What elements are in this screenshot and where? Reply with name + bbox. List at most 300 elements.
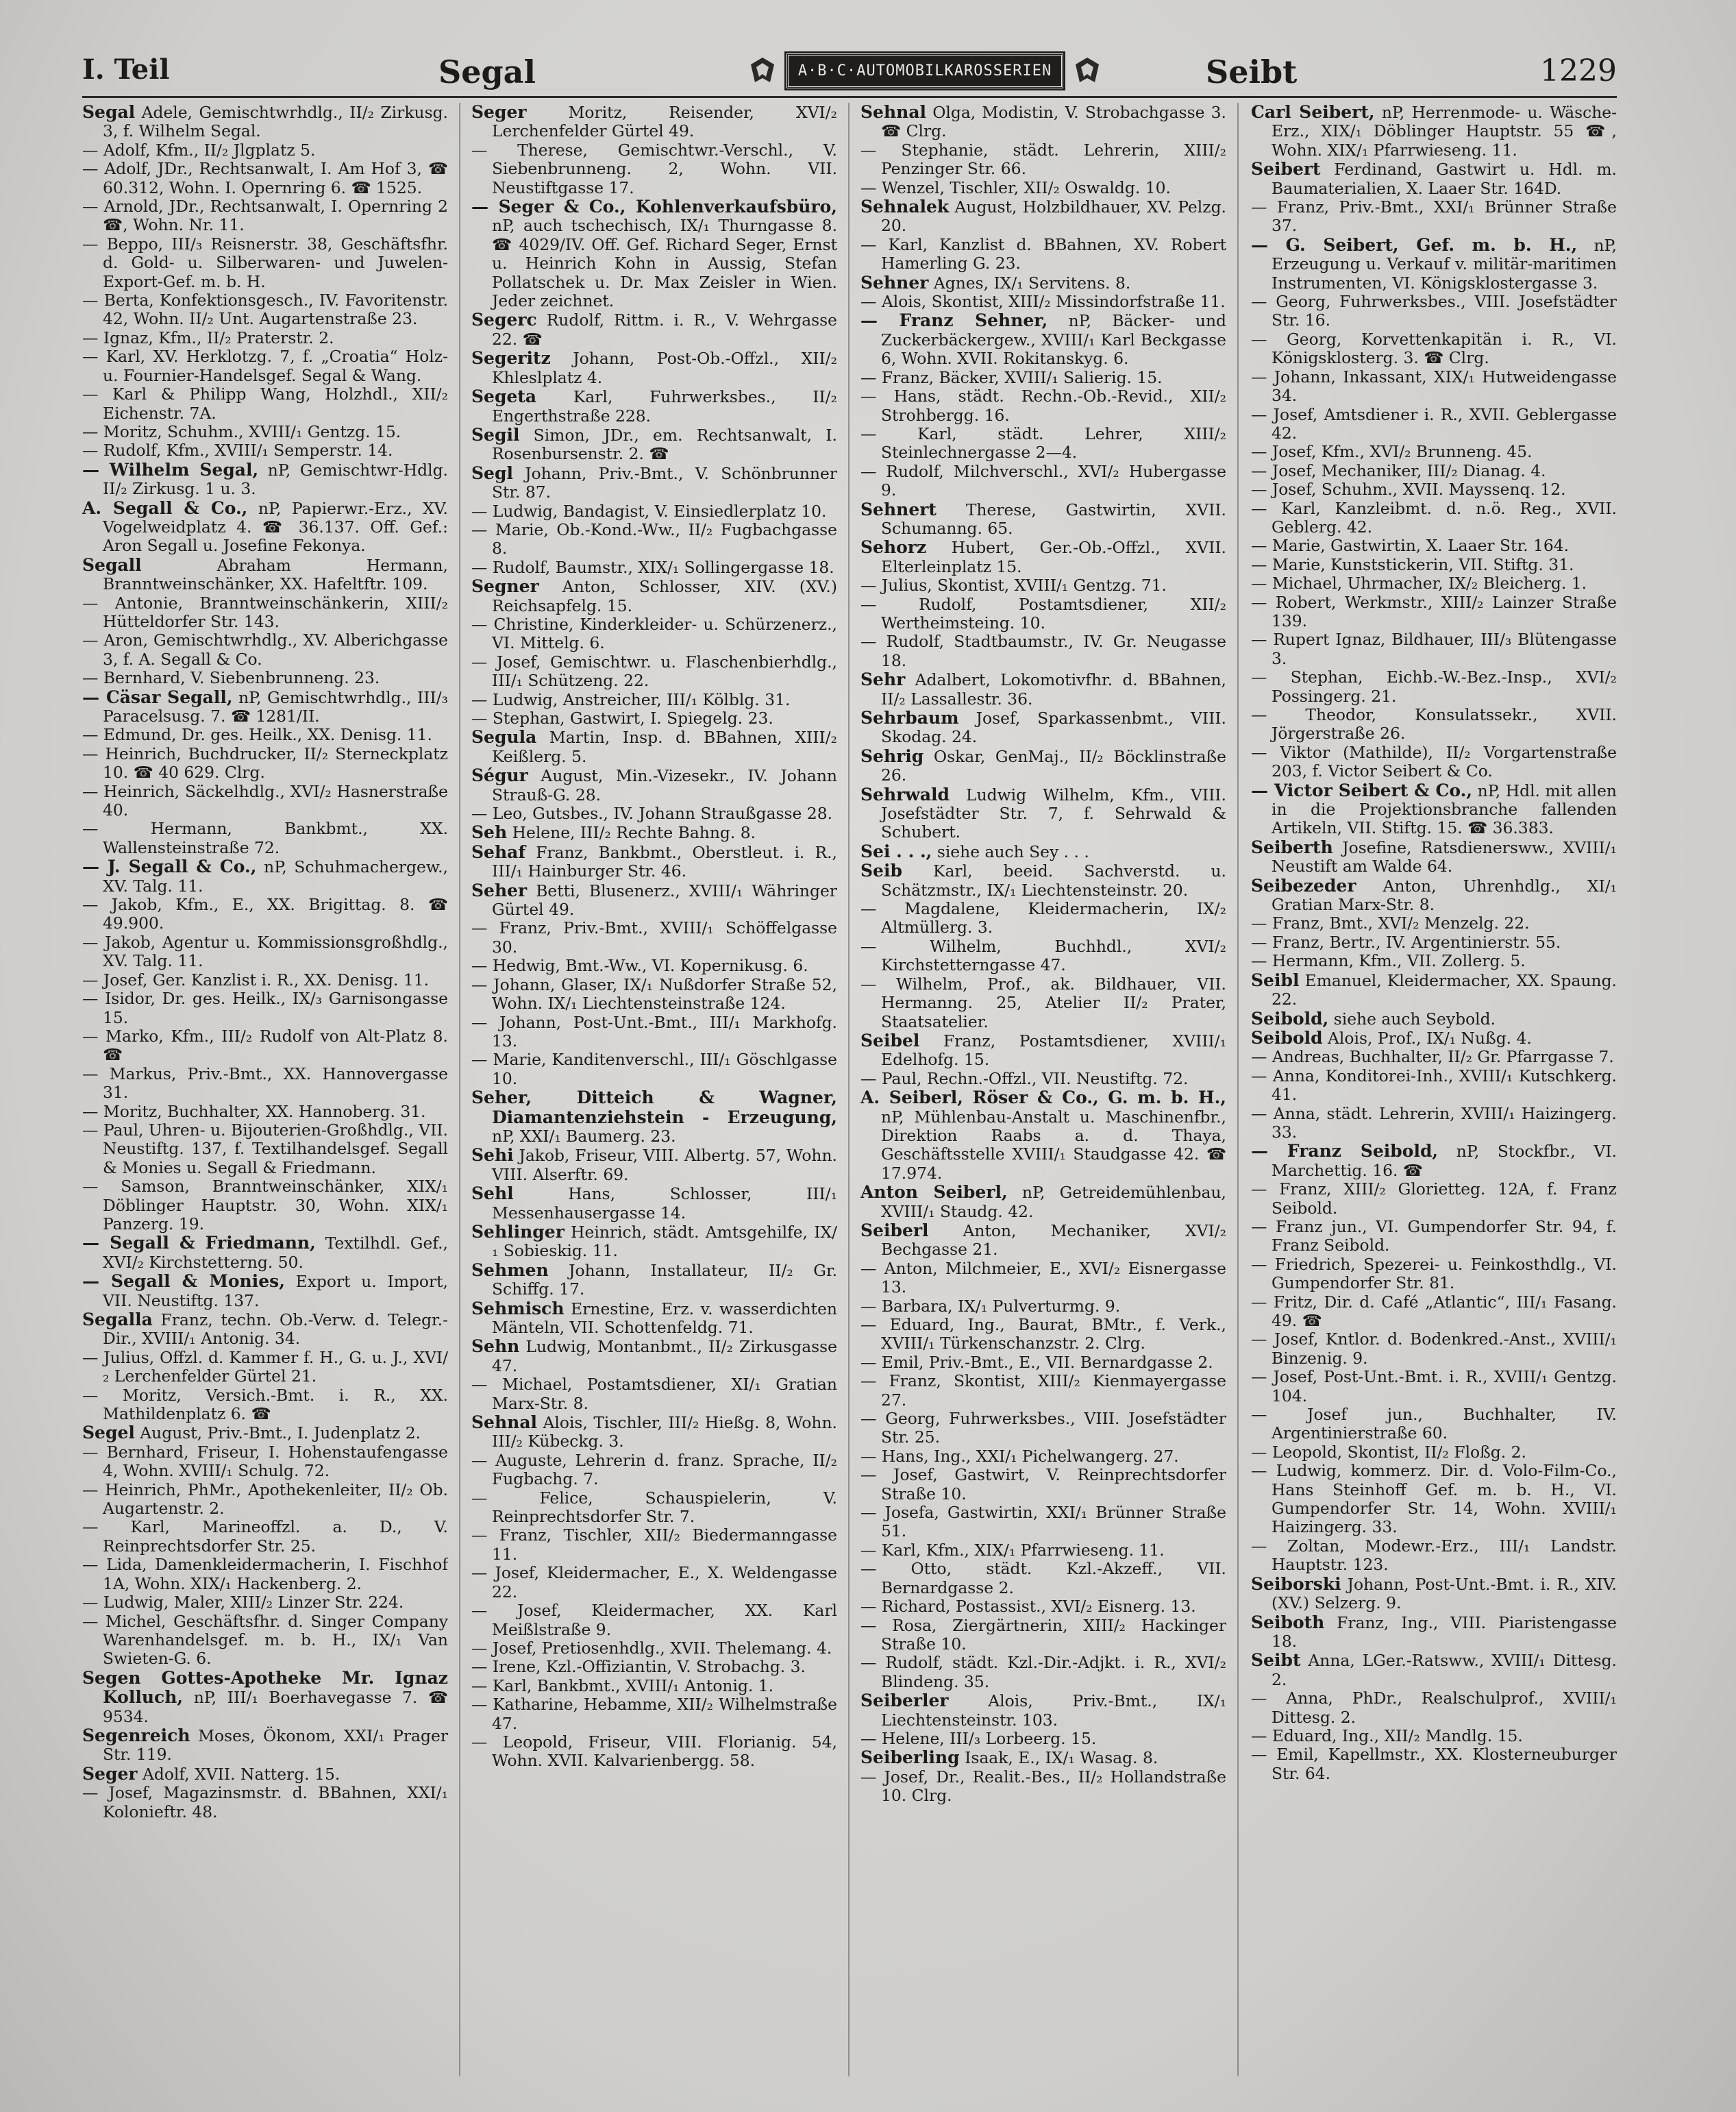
directory-entry bbox=[1251, 933, 1617, 952]
entry-name: Carl Seibert, bbox=[1251, 103, 1375, 122]
directory-entry bbox=[82, 1103, 448, 1121]
directory-entry bbox=[1251, 556, 1617, 574]
directory-entry bbox=[471, 558, 837, 577]
page-number: 1229 bbox=[1540, 53, 1617, 88]
directory-entry bbox=[1251, 1218, 1617, 1255]
entry-details: Anna, LGer.-Ratsww., XVIII/₁ Dittesg. 2. bbox=[1272, 1651, 1617, 1689]
directory-entry bbox=[82, 291, 448, 329]
directory-entry bbox=[1251, 1067, 1617, 1105]
entry-details: — Anton, Milchmeier, E., XVI/₂ Eisnergasse 13. bbox=[860, 1258, 1226, 1297]
directory-entry bbox=[471, 1526, 837, 1564]
entry-details: — Bernhard, Friseur, I. Hohenstaufengasse 4, Wohn. XVIII/₁ Schulg. 72. bbox=[82, 1442, 448, 1481]
directory-entry bbox=[1251, 781, 1617, 838]
entry-details: nP, Papierwr.-Erz., XV. Vogelweidplatz 4. ☎ 36.137. Off. Gef.: Aron Segall u. Josefine Fekonya. bbox=[103, 498, 448, 556]
entry-name: — Victor Seibert & Co., bbox=[1251, 780, 1473, 800]
header-rule bbox=[82, 96, 1617, 98]
directory-entry bbox=[471, 310, 837, 349]
entry-details: — Franz, Bäcker, XVIII/₁ Salierig. 15. bbox=[860, 367, 1163, 387]
entry-details: — Heinrich, Buchdrucker, II/₂ Sterneckplatz 10. ☎ 40 629. Clrg. bbox=[82, 744, 448, 783]
entry-details: — Anna, Konditorei-Inh., XVIII/₁ Kutschkerg. 41. bbox=[1251, 1066, 1617, 1105]
entry-details: — Hans, Ing., XXI/₁ Pichelwangerg. 27. bbox=[860, 1446, 1179, 1466]
entry-details: — Richard, Postassist., XVI/₂ Eisnerg. 13. bbox=[860, 1597, 1196, 1617]
directory-entry bbox=[82, 1272, 448, 1310]
directory-entry bbox=[471, 1413, 837, 1451]
directory-entry bbox=[82, 441, 448, 460]
directory-entry bbox=[860, 709, 1226, 747]
directory-entry bbox=[471, 1601, 837, 1639]
directory-entry bbox=[1251, 406, 1617, 443]
entry-details: — Bernhard, V. Siebenbrunneng. 23. bbox=[82, 668, 380, 688]
directory-entry bbox=[471, 387, 837, 426]
directory-entry bbox=[82, 423, 448, 441]
directory-entry bbox=[471, 426, 837, 464]
directory-entry bbox=[471, 103, 837, 141]
entry-name: Sehr bbox=[860, 670, 906, 690]
directory-entry bbox=[82, 1386, 448, 1424]
page-header bbox=[82, 53, 1617, 95]
entry-details: Anton, Mechaniker, XVI/₂ Bechgasse 21. bbox=[881, 1220, 1226, 1260]
entry-details: — Markus, Priv.-Bmt., XX. Hannovergasse 31. bbox=[82, 1064, 448, 1103]
entry-details: — Rudolf, Milchverschl., XVI/₂ Hubergasse 9. bbox=[860, 461, 1226, 500]
entry-name: Segall bbox=[82, 554, 142, 575]
entry-details: — Rupert Ignaz, Bildhauer, III/₃ Blütengasse 3. bbox=[1251, 630, 1617, 668]
entry-details: — Emil, Kapellmstr., XX. Klosterneuburger Str. 64. bbox=[1251, 1745, 1617, 1783]
entry-details: — Georg, Fuhrwerksbes., VIII. Josefstädter Str. 16. bbox=[1251, 292, 1617, 330]
entry-details: Martin, Insp. d. BBahnen, XIII/₂ Keißlerg. 5. bbox=[492, 728, 837, 766]
directory-entry bbox=[82, 329, 448, 347]
part-label: I. Teil bbox=[82, 53, 170, 86]
directory-entry bbox=[860, 900, 1226, 937]
entry-details: — Arnold, JDr., Rechtsanwalt, I. Opernring 2 ☎, Wohn. Nr. 11. bbox=[82, 197, 448, 235]
entry-details: — Robert, Werkmstr., XIII/₂ Lainzer Straße 139. bbox=[1251, 592, 1617, 630]
entry-name: Sehmisch bbox=[471, 1298, 565, 1318]
directory-entry bbox=[1251, 1009, 1617, 1029]
crest-emblem-right bbox=[1071, 55, 1103, 86]
entry-details: nP, auch tschechisch, IX/₁ Thurngasse 8. ☎ 4029/IV. Off. Gef. Richard Seger, Ernst u. Heinrich Kohn in Aussig, Stefan Pollatschek u. Dr. Max Zeisler in Wien. Jeder zeichnet. bbox=[492, 216, 837, 311]
entry-details: — Theodor, Konsulatssekr., XVII. Jörgerstraße 26. bbox=[1251, 705, 1617, 744]
entry-details: — Barbara, IX/₁ Pulverturmg. 9. bbox=[860, 1296, 1121, 1316]
entry-details: — Adolf, JDr., Rechtsanwalt, I. Am Hof 3, ☎ 60.312, Wohn. I. Opernring 6. ☎ 1525. bbox=[82, 159, 448, 197]
directory-entry bbox=[860, 179, 1226, 197]
entry-details: siehe auch Sey . . . bbox=[932, 842, 1089, 861]
directory-entry bbox=[860, 1316, 1226, 1353]
directory-entry bbox=[471, 709, 837, 728]
column-divider bbox=[848, 103, 850, 2076]
directory-entry bbox=[1251, 1462, 1617, 1537]
entry-name: Segerc bbox=[471, 310, 537, 330]
entry-details: nP, Herrenmode- u. Wäsche-Erz., XIX/₁ Döblinger Hauptstr. 55 ☎, Wohn. XIX/₁ Pfarrwieseng. 11. bbox=[1272, 103, 1617, 160]
directory-entry bbox=[1251, 443, 1617, 461]
directory-entry bbox=[471, 141, 837, 197]
entry-name: Sehnert bbox=[860, 499, 937, 519]
entry-details: Ernestine, Erz. v. wasserdichten Mänteln, VII. Schottenfeldg. 71. bbox=[492, 1299, 837, 1337]
entry-details: Franz, Bankbmt., Oberstleut. i. R., III/₁ Hainburger Str. 46. bbox=[492, 842, 837, 881]
directory-entry bbox=[82, 1784, 448, 1821]
directory-entry bbox=[471, 1261, 837, 1299]
entry-name: Segeta bbox=[471, 386, 537, 407]
entry-details: Alois, Priv.-Bmt., IX/₁ Liechtensteinstr. 103. bbox=[881, 1691, 1226, 1730]
directory-entry bbox=[471, 766, 837, 805]
entry-details: — Irene, Kzl.-Offiziantin, V. Strobachg. 3. bbox=[471, 1657, 806, 1677]
entry-name: Sehrbaum bbox=[860, 708, 959, 728]
entry-details: Rudolf, Rittm. i. R., V. Wehrgasse 22. ☎ bbox=[492, 310, 837, 349]
entry-details: — Hans, städt. Rechn.-Ob.-Revid., XII/₂ Strohbergg. 16. bbox=[860, 386, 1226, 425]
column-4 bbox=[1251, 103, 1617, 2090]
entry-name: Seibezeder bbox=[1251, 875, 1356, 896]
entry-details: Helene, III/₂ Rechte Bahng. 8. bbox=[507, 823, 756, 843]
entry-details: — Josef, Kfm., XVI/₂ Brunneng. 45. bbox=[1251, 442, 1533, 462]
directory-entry bbox=[82, 631, 448, 669]
entry-details: — Samson, Branntweinschänker, XIX/₁ Döblinger Hauptstr. 30, Wohn. XIX/₁ Panzerg. 19. bbox=[82, 1177, 448, 1233]
directory-entry bbox=[860, 141, 1226, 179]
entry-details: — Karl, Kfm., XIX/₁ Pfarrwieseng. 11. bbox=[860, 1540, 1165, 1560]
directory-entry bbox=[1251, 480, 1617, 499]
directory-entry bbox=[1251, 462, 1617, 480]
directory-entry bbox=[860, 1560, 1226, 1597]
entry-details: — Fritz, Dir. d. Café „Atlantic“, III/₁ Fasang. 49. ☎ bbox=[1251, 1292, 1617, 1330]
directory-entry bbox=[1251, 1405, 1617, 1443]
entry-details: — Aron, Gemischtwrhdlg., XV. Alberichgasse 3, f. A. Segall & Co. bbox=[82, 630, 448, 669]
entry-details: — Ludwig, Maler, XIII/₂ Linzer Str. 224. bbox=[82, 1593, 404, 1612]
directory-entry bbox=[82, 1443, 448, 1481]
entry-details: — Rosa, Ziergärtnerin, XIII/₂ Hackinger Straße 10. bbox=[860, 1615, 1226, 1654]
directory-entry bbox=[1251, 1029, 1617, 1048]
directory-entry bbox=[1251, 1142, 1617, 1180]
entry-details: Alois, Tischler, III/₂ Hießg. 8, Wohn. III/₂ Kübeckg. 3. bbox=[492, 1413, 837, 1451]
directory-entry bbox=[471, 1014, 837, 1051]
entry-name: — Segall & Monies, bbox=[82, 1271, 285, 1292]
directory-entry bbox=[860, 1353, 1226, 1372]
directory-entry bbox=[860, 1503, 1226, 1541]
entry-details: — Antonie, Branntweinschänkerin, XIII/₂ Hütteldorfer Str. 143. bbox=[82, 593, 448, 631]
directory-entry bbox=[860, 369, 1226, 387]
entry-details: — Ignaz, Kfm., II/₂ Praterstr. 2. bbox=[82, 328, 334, 347]
directory-entry bbox=[1251, 593, 1617, 631]
entry-details: — Marie, Gastwirtin, X. Laaer Str. 164. bbox=[1251, 536, 1570, 556]
directory-entry bbox=[82, 1612, 448, 1669]
directory-entry bbox=[1251, 1180, 1617, 1218]
entry-details: Karl, beeid. Sachverstd. u. Schätzmstr., IX/₁ Liechtensteinstr. 20. bbox=[881, 861, 1226, 900]
entry-details: nP, Gemischtwrhdlg., III/₃ Paracelsusg. 7. ☎ 1281/II. bbox=[103, 687, 448, 726]
column-2 bbox=[471, 103, 837, 2090]
directory-entry bbox=[860, 1730, 1226, 1748]
directory-entry bbox=[471, 1184, 837, 1223]
directory-entry bbox=[471, 521, 837, 558]
directory-entry bbox=[82, 971, 448, 990]
directory-entry bbox=[860, 1297, 1226, 1316]
entry-details: — Johann, Inkassant, XIX/₁ Hutweidengasse 34. bbox=[1251, 367, 1617, 406]
entry-details: — Moritz, Buchhalter, XX. Hannoberg. 31. bbox=[82, 1101, 426, 1121]
entry-details: — Karl, städt. Lehrer, XIII/₂ Steinlechnergasse 2—4. bbox=[860, 423, 1226, 463]
directory-entry bbox=[860, 1748, 1226, 1767]
directory-entry bbox=[860, 1183, 1226, 1221]
entry-details: — Franz, Tischler, XII/₂ Biedermanngasse 11. bbox=[471, 1525, 837, 1564]
first-headword: Segal bbox=[438, 53, 536, 90]
entry-details: — Edmund, Dr. ges. Heilk., XX. Denisg. 11. bbox=[82, 725, 432, 745]
directory-entry bbox=[82, 1423, 448, 1442]
entry-details: — Josef, Kleidermacher, E., X. Weldengasse 22. bbox=[471, 1563, 837, 1601]
entry-details: — Viktor (Mathilde), II/₂ Vorgartenstraße 203, f. Victor Seibert & Co. bbox=[1251, 742, 1617, 781]
entry-details: — Josef, Ger. Kanzlist i. R., XX. Denisg. 11. bbox=[82, 970, 430, 990]
directory-entry bbox=[471, 349, 837, 387]
entry-name: Seher bbox=[471, 880, 528, 900]
directory-entry bbox=[471, 1146, 837, 1184]
entry-name: Anton Seiberl, bbox=[860, 1182, 1008, 1203]
entry-details: — Wenzel, Tischler, XII/₂ Oswaldg. 10. bbox=[860, 177, 1171, 197]
directory-entry bbox=[860, 425, 1226, 463]
entry-details: — Georg, Fuhrwerksbes., VIII. Josefstädter Str. 25. bbox=[860, 1409, 1226, 1447]
entry-details: Johann, Post-Unt.-Bmt. i. R., XIV. (XV.) Selzerg. 9. bbox=[1272, 1574, 1617, 1613]
entry-details: Franz, Postamtsdiener, XVIII/₁ Edelhofg. 15. bbox=[881, 1031, 1226, 1070]
directory-entry bbox=[860, 1070, 1226, 1088]
entry-details: — Rudolf, Postamtsdiener, XII/₂ Wertheimsteing. 10. bbox=[860, 594, 1226, 633]
directory-entry bbox=[82, 197, 448, 235]
entry-name: Seibl bbox=[1251, 970, 1300, 990]
directory-entry bbox=[82, 141, 448, 160]
entry-name: Seiberth bbox=[1251, 837, 1333, 857]
directory-entry bbox=[82, 688, 448, 726]
entry-details: Anton, Schlosser, XIV. (XV.) Reichsapfelg. 15. bbox=[492, 577, 837, 615]
directory-entry bbox=[471, 1088, 837, 1146]
entry-details: Simon, JDr., em. Rechtsanwalt, I. Rosenbursenstr. 2. ☎ bbox=[492, 425, 837, 464]
directory-entry bbox=[82, 1233, 448, 1272]
directory-entry bbox=[471, 976, 837, 1014]
entry-details: Oskar, GenMaj., II/₂ Böcklinstraße 26. bbox=[881, 746, 1226, 785]
entry-name: — G. Seibert, Gef. m. b. H., bbox=[1251, 234, 1578, 255]
entry-details: Export u. Import, VII. Neustiftg. 137. bbox=[103, 1272, 448, 1310]
directory-entry bbox=[82, 347, 448, 385]
entry-details: Franz, techn. Ob.-Verw. d. Telegr.-Dir., XVIII/₁ Antonig. 34. bbox=[103, 1310, 448, 1349]
entry-details: — Josef, Gastwirt, V. Reinprechtsdorfer Straße 10. bbox=[860, 1465, 1226, 1503]
directory-entry bbox=[471, 1375, 837, 1413]
directory-entry bbox=[860, 747, 1226, 785]
directory-entry bbox=[1251, 1255, 1617, 1293]
entry-details: — Moritz, Schuhm., XVIII/₁ Gentzg. 15. bbox=[82, 421, 401, 441]
entry-details: — Leopold, Friseur, VIII. Florianig. 54, Wohn. XVII. Kalvarienbergg. 58. bbox=[471, 1732, 837, 1771]
directory-entry bbox=[1251, 1613, 1617, 1651]
entry-details: Moritz, Reisender, XVI/₂ Lerchenfelder Gürtel 49. bbox=[492, 103, 837, 141]
entry-details: Isaak, E., IX/₁ Wasag. 8. bbox=[959, 1748, 1158, 1768]
directory-entry bbox=[860, 538, 1226, 576]
directory-entry bbox=[82, 1518, 448, 1556]
directory-entry bbox=[82, 235, 448, 291]
directory-entry bbox=[471, 957, 837, 975]
directory-entry bbox=[82, 1027, 448, 1065]
directory-entry bbox=[860, 293, 1226, 311]
entry-details: — Karl, Marineoffzl. a. D., V. Reinprechtsdorfer Str. 25. bbox=[82, 1517, 448, 1556]
entry-details: — Hermann, Bankbmt., XX. Wallensteinstraße 72. bbox=[82, 819, 448, 857]
entry-details: — Josef jun., Buchhalter, IV. Argentinierstraße 60. bbox=[1251, 1405, 1617, 1443]
directory-entry bbox=[860, 103, 1226, 141]
entry-details: — Franz, Skontist, XIII/₂ Kienmayergasse 27. bbox=[860, 1371, 1226, 1410]
entry-details: — Josef, Gemischtwr. u. Flaschenbierhdlg., III/₁ Schützeng. 22. bbox=[471, 652, 837, 691]
entry-details: — Katharine, Hebamme, XII/₂ Wilhelmstraße 47. bbox=[471, 1695, 837, 1733]
entry-details: Hans, Schlosser, III/₁ Messenhausergasse 14. bbox=[492, 1184, 837, 1223]
entry-details: — Moritz, Versich.-Bmt. i. R., XX. Mathildenplatz 6. ☎ bbox=[82, 1385, 448, 1424]
directory-columns bbox=[82, 103, 1617, 2090]
entry-details: — Marie, Ob.-Kond.-Ww., II/₂ Fugbachgasse 8. bbox=[471, 519, 837, 558]
directory-entry bbox=[860, 1768, 1226, 1806]
entry-details: — Josef, Kleidermacher, XX. Karl Meißlstraße 9. bbox=[471, 1601, 837, 1639]
directory-entry bbox=[82, 461, 448, 499]
directory-entry bbox=[1251, 236, 1617, 293]
directory-entry bbox=[1251, 1048, 1617, 1066]
entry-details: — Marie, Kunststickerin, VII. Stiftg. 31. bbox=[1251, 554, 1574, 574]
entry-details: August, Min.-Vizesekr., IV. Johann Strauß-G. 28. bbox=[492, 766, 837, 805]
directory-entry bbox=[82, 1349, 448, 1386]
entry-details: — Isidor, Dr. ges. Heilk., IX/₃ Garnisongasse 15. bbox=[82, 989, 448, 1027]
entry-details: — Julius, Offzl. d. Kammer f. H., G. u. J., XVI/₂ Lerchenfelder Gürtel 21. bbox=[82, 1347, 448, 1386]
directory-entry bbox=[860, 1260, 1226, 1297]
entry-details: — Michael, Uhrmacher, IX/₂ Bleicherg. 1. bbox=[1251, 574, 1587, 593]
entry-name: Segula bbox=[471, 727, 537, 748]
entry-details: Johann, Priv.-Bmt., V. Schönbrunner Str. 87. bbox=[492, 463, 837, 502]
entry-details: Alois, Prof., IX/₁ Nußg. 4. bbox=[1322, 1028, 1532, 1048]
entry-details: — Otto, städt. Kzl.-Akzeff., VII. Bernardgasse 2. bbox=[860, 1559, 1226, 1597]
directory-entry bbox=[1251, 160, 1617, 198]
entry-name: Seibert bbox=[1251, 159, 1321, 180]
directory-entry bbox=[1251, 668, 1617, 706]
entry-name: — J. Segall & Co., bbox=[82, 857, 257, 877]
entry-details: Adolf, XVII. Natterg. 15. bbox=[137, 1764, 340, 1784]
entry-name: Sei . . ., bbox=[860, 841, 932, 861]
entry-details: — Jakob, Kfm., E., XX. Brigittag. 8. ☎ 49.900. bbox=[82, 895, 448, 933]
directory-entry bbox=[82, 1481, 448, 1519]
directory-entry bbox=[82, 1556, 448, 1593]
last-headword: Seibt bbox=[1206, 53, 1298, 90]
directory-entry bbox=[1251, 744, 1617, 781]
directory-entry bbox=[82, 1121, 448, 1177]
directory-entry bbox=[1251, 1368, 1617, 1405]
directory-entry bbox=[471, 1658, 837, 1676]
entry-details: Johann, Post-Ob.-Offzl., XII/₂ Khleslplatz 4. bbox=[492, 349, 837, 387]
directory-entry bbox=[1251, 876, 1617, 915]
entry-details: — Leo, Gutsbes., IV. Johann Straußgasse 28. bbox=[471, 804, 833, 824]
column-divider bbox=[1237, 103, 1239, 2076]
entry-name: Segl bbox=[471, 463, 513, 483]
directory-entry bbox=[1251, 368, 1617, 406]
entry-name: Seibold, bbox=[1251, 1008, 1329, 1029]
entry-details: — Jakob, Agentur u. Kommissionsgroßhdlg., XV. Talg. 11. bbox=[82, 932, 448, 971]
entry-name: Sehn bbox=[471, 1336, 520, 1357]
directory-entry bbox=[471, 1299, 837, 1338]
directory-entry bbox=[860, 1617, 1226, 1654]
entry-details: Therese, Gastwirtin, XVII. Schumanng. 65. bbox=[881, 500, 1226, 538]
entry-name: Segeritz bbox=[471, 348, 551, 369]
directory-entry bbox=[82, 103, 448, 141]
entry-name: Seger bbox=[82, 1763, 138, 1784]
directory-entry bbox=[82, 594, 448, 632]
entry-name: Seibel bbox=[860, 1030, 920, 1051]
banner-text: A·B·C·AUTOMOBILKAROSSERIEN bbox=[786, 53, 1063, 88]
directory-entry bbox=[471, 197, 837, 310]
entry-name: Segen Gottes-Apotheke Mr. Ignaz Kolluch, bbox=[82, 1667, 448, 1708]
entry-details: — Eduard, Ing., XII/₂ Mandlg. 15. bbox=[1251, 1726, 1523, 1745]
entry-details: nP, Hdl. mit allen in die Projektionsbranche fallenden Artikeln, VII. Stiftg. 15. ☎ 36.383. bbox=[1272, 781, 1617, 838]
directory-entry bbox=[471, 919, 837, 957]
entry-details: — Michael, Postamtsdiener, XI/₁ Gratian Marx-Str. 8. bbox=[471, 1375, 837, 1413]
entry-name: Seh bbox=[471, 822, 508, 843]
entry-details: — Josef, Pretiosenhdlg., XVII. Thelemang. 4. bbox=[471, 1638, 832, 1658]
entry-details: — Franz, Bmt., XVI/₂ Menzelg. 22. bbox=[1251, 913, 1530, 933]
entry-details: — Friedrich, Spezerei- u. Feinkosthdlg., VI. Gumpendorfer Str. 81. bbox=[1251, 1254, 1617, 1293]
entry-details: — Berta, Konfektionsgesch., IV. Favoritenstr. 42, Wohn. II/₂ Unt. Augartenstraße 23. bbox=[82, 291, 448, 329]
directory-entry bbox=[471, 1695, 837, 1733]
entry-name: Seiberl bbox=[860, 1220, 929, 1240]
directory-entry bbox=[82, 669, 448, 687]
entry-name: Segenreich bbox=[82, 1725, 190, 1745]
directory-entry bbox=[1251, 293, 1617, 330]
entry-name: Seger bbox=[471, 103, 527, 122]
entry-details: nP, Gemischtwr-Hdlg. II/₂ Zirkusg. 1 u. 3. bbox=[103, 460, 448, 499]
directory-entry bbox=[1251, 706, 1617, 744]
entry-details: — Ludwig, Bandagist, V. Einsiedlerplatz 10. bbox=[471, 501, 827, 521]
entry-details: — Rudolf, Kfm., XVIII/₁ Semperstr. 14. bbox=[82, 441, 393, 461]
entry-details: Anton, Uhrenhdlg., XI/₁ Gratian Marx-Str. 8. bbox=[1272, 876, 1617, 915]
directory-entry bbox=[860, 1447, 1226, 1466]
entry-details: — Franz, Priv.-Bmt., XVIII/₁ Schöffelgasse 30. bbox=[471, 918, 837, 957]
directory-entry bbox=[1251, 630, 1617, 668]
entry-details: — Adolf, Kfm., II/₂ Jlgplatz 5. bbox=[82, 140, 316, 160]
entry-details: — Heinrich, Säckelhdlg., XVI/₂ Hasnerstraße 40. bbox=[82, 781, 448, 820]
entry-details: — Karl, Kanzleibmt. d. n.ö. Reg., XVII. Geblerg. 42. bbox=[1251, 498, 1617, 537]
directory-entry bbox=[471, 843, 837, 881]
entry-details: — Rudolf, Baumstr., XIX/₁ Sollingergasse 18. bbox=[471, 557, 834, 577]
entry-name: Sehrig bbox=[860, 746, 924, 766]
directory-entry bbox=[82, 745, 448, 783]
entry-details: August, Holzbildhauer, XV. Pelzg. 20. bbox=[881, 197, 1226, 236]
directory-entry bbox=[82, 1765, 448, 1784]
entry-name: — Seger & Co., Kohlenverkaufsbüro, bbox=[471, 197, 837, 217]
entry-details: — Stephan, Gastwirt, I. Spiegelg. 23. bbox=[471, 709, 773, 728]
directory-entry bbox=[471, 1677, 837, 1695]
directory-entry bbox=[82, 556, 448, 594]
directory-entry bbox=[860, 463, 1226, 500]
entry-details: — Karl, Bankbmt., XVIII/₁ Antonig. 1. bbox=[471, 1675, 774, 1695]
entry-details: Josefine, Ratsdienersww., XVIII/₁ Neustift am Walde 64. bbox=[1272, 837, 1617, 876]
directory-entry bbox=[1251, 1537, 1617, 1575]
entry-name: Seibold bbox=[1251, 1027, 1323, 1048]
entry-details: — Marko, Kfm., III/₂ Rudolf von Alt-Platz 8. ☎ bbox=[82, 1026, 448, 1065]
column-3 bbox=[860, 103, 1226, 2090]
entry-details: — Hermann, Kfm., VII. Zollerg. 5. bbox=[1251, 951, 1526, 971]
entry-details: — Franz jun., VI. Gumpendorfer Str. 94, f. Franz Seibold. bbox=[1251, 1216, 1617, 1255]
column-1 bbox=[82, 103, 448, 2090]
entry-details: — Franz, Priv.-Bmt., XXI/₁ Brünner Straße 37. bbox=[1251, 197, 1617, 236]
directory-entry bbox=[860, 595, 1226, 633]
directory-entry bbox=[82, 1669, 448, 1726]
entry-details: — Rudolf, Stadtbaumstr., IV. Gr. Neugasse 18. bbox=[860, 632, 1226, 670]
directory-entry bbox=[1251, 198, 1617, 236]
directory-entry bbox=[471, 1489, 837, 1527]
entry-name: Segil bbox=[471, 424, 520, 445]
entry-details: Ludwig, Montanbmt., II/₂ Zirkusgasse 47. bbox=[492, 1337, 837, 1375]
entry-details: nP, Erzeugung u. Verkauf v. militär-maritimen Instrumenten, VI. Königsklostergasse 3. bbox=[1272, 235, 1617, 293]
entry-details: Josef, Sparkassenbmt., VIII. Skodag. 24. bbox=[881, 709, 1226, 747]
entry-details: Franz, Ing., VIII. Piaristengasse 18. bbox=[1272, 1612, 1617, 1651]
entry-details: — Michel, Geschäftsfhr. d. Singer Company Warenhandelsgef. m. b. H., IX/₁ Van Swieten-G. 6. bbox=[82, 1611, 448, 1669]
directory-entry bbox=[860, 1466, 1226, 1503]
directory-entry bbox=[471, 1451, 837, 1489]
directory-entry bbox=[860, 670, 1226, 709]
directory-entry bbox=[860, 861, 1226, 900]
directory-entry bbox=[1251, 537, 1617, 555]
directory-entry bbox=[1251, 971, 1617, 1009]
directory-entry bbox=[1251, 1293, 1617, 1331]
entry-details: — Heinrich, PhMr., Apothekenleiter, II/₂ Ob. Augartenstr. 2. bbox=[82, 1479, 448, 1519]
entry-name: — Wilhelm Segal, bbox=[82, 459, 259, 480]
directory-entry bbox=[471, 464, 837, 502]
